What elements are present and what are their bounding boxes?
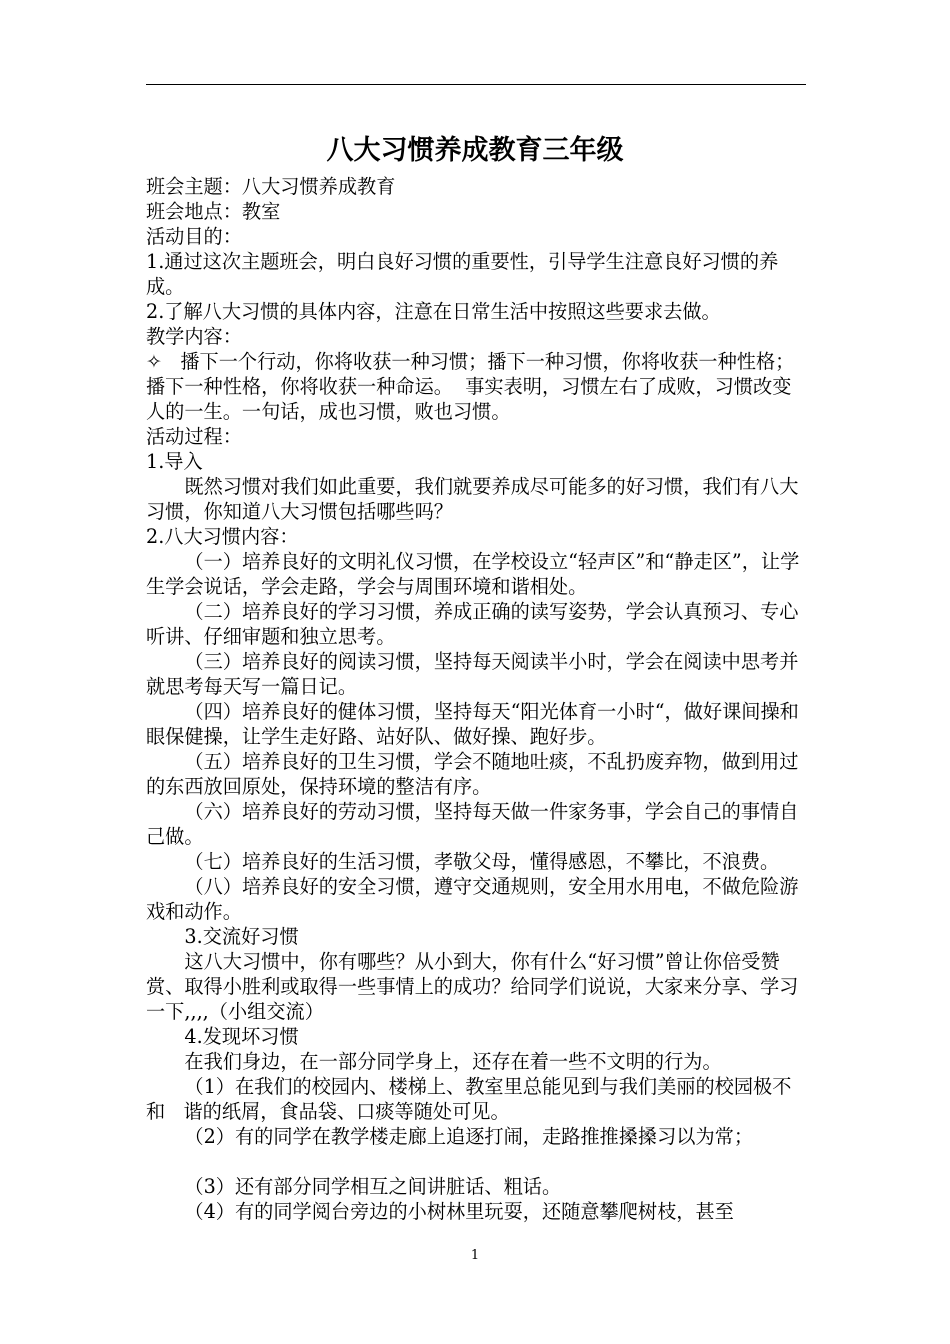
document-title: 八大习惯养成教育三年级 [326, 135, 624, 166]
paragraph: 活动过程： [146, 425, 242, 448]
paragraph: 2.了解八大习惯的具体内容，注意在日常生活中按照这些要求去做。 [146, 300, 721, 323]
paragraph: （七）培养良好的生活习惯，孝敬父母，懂得感恩，不攀比，不浪费。 [184, 850, 780, 873]
paragraph: （4）有的同学阅台旁边的小树林里玩耍，还随意攀爬树枝，甚至 [184, 1200, 734, 1223]
paragraph: （二）培养良好的学习习惯，养成正确的读写姿势，学会认真预习、专心听讲、仔细审题和独立思考。 [146, 600, 799, 648]
paragraph: 班会地点：教室 [146, 200, 281, 223]
paragraph: （四）培养良好的健体习惯，坚持每天“阳光体育一小时“，做好课间操和眼保健操，让学生走好路、站好队、做好操、跑好步。 [146, 700, 799, 748]
page-number: 1 [470, 1248, 480, 1263]
paragraph: 既然习惯对我们如此重要，我们就要养成尽可能多的好习惯，我们有八大习惯，你知道八大习惯包括哪些吗？ [146, 475, 799, 523]
paragraph: （八）培养良好的安全习惯，遵守交通规则，安全用水用电，不做危险游戏和动作。 [146, 875, 799, 923]
paragraph: （六）培养良好的劳动习惯，坚持每天做一件家务事，学会自己的事情自己做。 [146, 800, 799, 848]
paragraph: 这八大习惯中，你有哪些？从小到大，你有什么“好习惯”曾让你倍受赞赏、取得小胜利或取得一些事情上的成功？给同学们说说，大家来分享、学习一下,,,,（小组交流） [146, 950, 799, 1023]
paragraph: 3.交流好习惯 [184, 925, 299, 948]
paragraph: 1.导入 [146, 450, 203, 473]
paragraph: （1）在我们的校园内、楼梯上、教室里总能见到与我们美丽的校园极不和 谐的纸屑，食品袋、口痰等随处可见。 [146, 1075, 792, 1123]
paragraph: （三）培养良好的阅读习惯，坚持每天阅读半小时，学会在阅读中思考并就思考每天写一篇日记。 [146, 650, 799, 698]
blank-line [146, 1149, 810, 1174]
paragraph: 4.发现坏习惯 [184, 1025, 299, 1048]
document-body [146, 174, 810, 1224]
paragraph: 教学内容： [146, 325, 242, 348]
paragraph: 活动目的： [146, 225, 242, 248]
paragraph: （五）培养良好的卫生习惯，学会不随地吐痰，不乱扔废弃物，做到用过的东西放回原处，保持环境的整洁有序。 [146, 750, 799, 798]
paragraph: 2.八大习惯内容： [146, 525, 299, 548]
paragraph: 1.通过这次主题班会，明白良好习惯的重要性，引导学生注意良好习惯的养成。 [146, 250, 779, 298]
paragraph: 班会主题：八大习惯养成教育 [146, 175, 396, 198]
paragraph: （2）有的同学在教学楼走廊上追逐打闹，走路推推搡搡习以为常； [184, 1125, 754, 1148]
paragraph: ✧ 播下一个行动，你将收获一种习惯；播下一种习惯，你将收获一种性格；播下一种性格，你将收获一种命运。 事实表明，习惯左右了成败，习惯改变人的一生。一句话，成也习惯，败也习惯。 [146, 350, 795, 423]
paragraph: 在我们身边，在一部分同学身上，还存在着一些不文明的行为。 [184, 1050, 722, 1073]
paragraph: （3）还有部分同学相互之间讲脏话、粗话。 [184, 1175, 562, 1198]
header-rule [146, 84, 806, 85]
paragraph: （一）培养良好的文明礼仪习惯，在学校设立“轻声区”和“静走区”，让学生学会说话，学会走路，学会与周围环境和谐相处。 [146, 550, 800, 598]
